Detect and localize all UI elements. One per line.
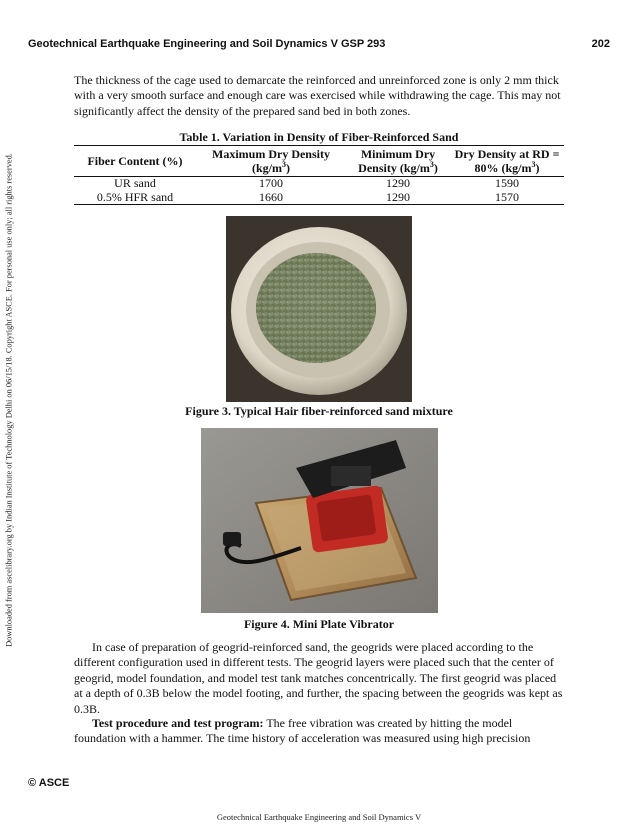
paragraph-cage-thickness: The thickness of the cage used to demarcate the reinforced and unreinforced zone is only 2 mm thick with a very smooth surface and enough care was exercised while withdrawing the cage. This may not significantly affect the density of the prepared sand bed in both zones.	[74, 73, 561, 118]
page-number: 202	[591, 38, 610, 50]
table-cell: 1660	[259, 189, 283, 204]
paragraph-body: The free vibration was created by hitting the model foundation with a hammer. The time history of acceleration was measured using high precision	[74, 716, 531, 746]
table-row	[74, 191, 564, 205]
paragraph-geogrid-placement: In case of preparation of geogrid-reinforced sand, the geogrids were placed according to the different configuration used in different tests. The geogrid layers were placed such that the center of geogrid, model foundation, and model test tank matches concentrically. The first geogrid was placed at a depth of 0.3B below the model footing, and further, the spacing between the geogrids was kept as 0.3B.	[74, 640, 563, 716]
figure-4-photo	[201, 428, 438, 613]
density-table	[74, 145, 564, 205]
header-dry-density-rd80: Dry Density at RD = 80% $(kg/m^3)$	[454, 147, 560, 175]
header-title: Geotechnical Earthquake Engineering and Soil Dynamics V GSP 293	[28, 38, 386, 50]
download-notice-text: Downloaded from ascelibrary.org by Indian Institute of Technology Delhi on 06/15/18. Copyright ASCE. For personal use only; all rights reserved.	[4, 153, 14, 647]
header-max-dry-density: Maximum Dry Density $(kg/m^3)$	[212, 147, 330, 175]
table-cell: 1590	[495, 176, 519, 190]
paragraph-heading: Test procedure and test program:	[92, 716, 264, 730]
figure-3-caption: Figure 3. Typical Hair fiber-reinforced sand mixture	[185, 404, 453, 418]
header-min-dry-density: Minimum Dry Density $(kg/m^3)$	[358, 147, 438, 175]
table-cell: 0.5% HFR sand	[96, 189, 174, 204]
page-footer: Geotechnical Earthquake Engineering and Soil Dynamics V	[216, 812, 422, 822]
figure-4-caption: Figure 4. Mini Plate Vibrator	[243, 617, 395, 631]
running-header	[28, 38, 610, 54]
density-table-block	[74, 130, 564, 205]
table-header-row	[74, 146, 564, 177]
copyright-mark: © ASCE	[28, 777, 70, 789]
figure-3-photo	[226, 216, 412, 402]
table-cell: UR sand	[114, 176, 156, 190]
table-cell: 1290	[386, 189, 410, 204]
sand-bowl-image	[226, 216, 412, 402]
table-cell: 1290	[386, 176, 410, 190]
table-caption: Table 1. Variation in Density of Fiber-Reinforced Sand	[179, 130, 459, 144]
table-cell: 1570	[495, 189, 519, 204]
plate-vibrator-image	[201, 428, 438, 613]
download-notice	[0, 140, 18, 660]
paragraph-test-procedure	[74, 716, 564, 747]
table-cell: 1700	[259, 176, 283, 190]
header-fiber-content: Fiber Content (%)	[87, 154, 183, 168]
table-row	[74, 177, 564, 191]
